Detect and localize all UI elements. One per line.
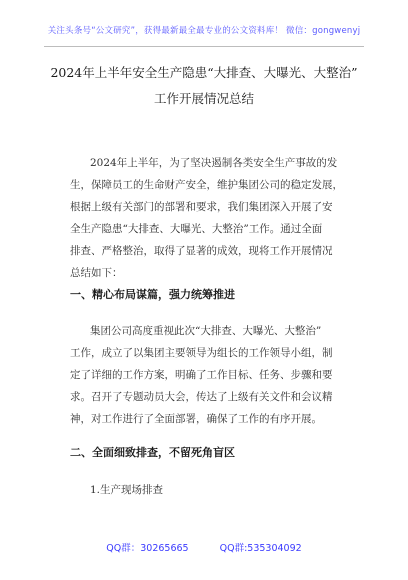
intro-line: 排查、严格整治，取得了显著的成效，现将工作开展情况	[70, 245, 333, 257]
intro-paragraph	[70, 152, 343, 284]
intro-line: 总结如下：	[70, 267, 123, 279]
section-1-line: 神，对工作进行了全面部署，确保了工作的有序开展。	[70, 413, 322, 425]
section-1-line: 集团公司高度重视此次“大排查、大曝光、大整治”	[90, 325, 322, 337]
section-1-paragraph	[70, 320, 336, 430]
title-line-1: 2024年上半年安全生产隐患“大排查、大曝光、大整治”	[50, 65, 358, 80]
section-2-subheading: 1.生产现场排查	[90, 484, 164, 496]
intro-line: 生，保障员工的生命财产安全，维护集团公司的稳定发展，	[70, 179, 343, 191]
section-1-line: 求。召开了专题动员大会，传达了上级有关文件和会议精	[70, 391, 333, 403]
intro-line: 全生产隐患“大排查、大曝光、大整治”工作。通过全面	[70, 223, 323, 235]
section-1-line: 定了详细的工作方案，明确了工作目标、任务、步骤和要	[70, 369, 333, 381]
section-1-heading: 一、精心布局谋篇，强力统筹推进	[70, 288, 235, 301]
footer-qq-group-2: QQ群:535304092	[219, 543, 302, 554]
section-1-line: 工作，成立了以集团主要领导为组长的工作领导小组，制	[70, 347, 333, 359]
footer	[0, 540, 408, 554]
document-title	[50, 60, 358, 112]
intro-line: 根据上级有关部门的部署和要求，我们集团深入开展了安	[70, 201, 333, 213]
header-divider	[44, 46, 364, 47]
header-banner: 关注头条号“公文研究”，获得最新最全最专业的公文资料库！ 微信：gongwenyj	[47, 26, 361, 36]
section-2-heading: 二、全面细致排查，不留死角盲区	[70, 446, 235, 459]
title-line-2: 工作开展情况总结	[153, 91, 254, 106]
intro-line: 2024年上半年，为了坚决遏制各类安全生产事故的发	[90, 157, 338, 169]
footer-qq-group-1: QQ群：30265665	[106, 543, 189, 554]
